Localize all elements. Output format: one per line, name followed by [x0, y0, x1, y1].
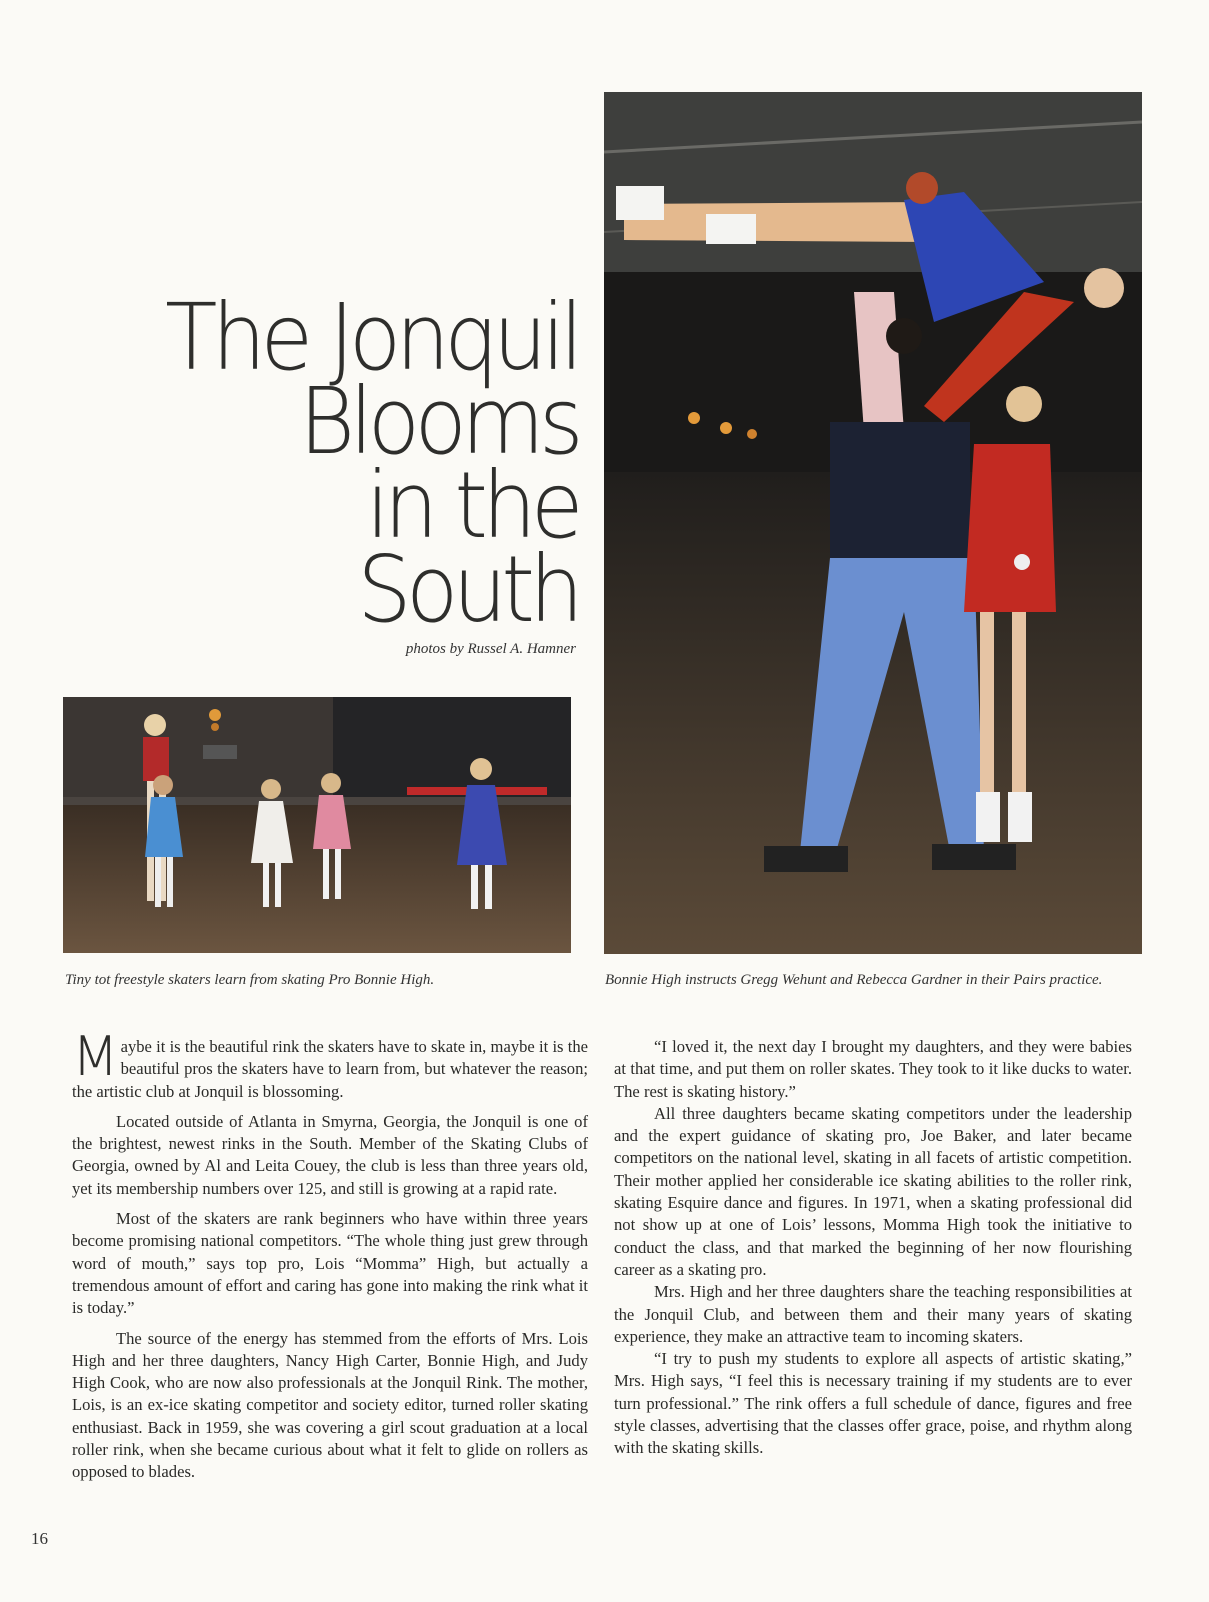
caption-tiny-tot-skaters: Tiny tot freestyle skaters learn from skating Pro Bonnie High.	[65, 972, 435, 988]
article-paragraph: “I loved it, the next day I brought my daughters, and they were babies at that time, and put them on roller skates. They took to it like ducks to water. The rest is skating history.”	[614, 1037, 1132, 1101]
paragraph-text: aybe it is the beautiful rink the skaters have to skate in, maybe it is the beautiful pros the skaters have to learn from, but whatever the reason; the artistic club at Jonquil is blossoming.	[72, 1037, 588, 1101]
article-column-left	[72, 1025, 588, 1492]
page-number: 16	[31, 1529, 48, 1548]
photo-pairs-practice	[604, 92, 1142, 954]
article-title	[96, 284, 579, 643]
article-paragraph	[72, 1025, 588, 1103]
drop-cap: M	[72, 1025, 119, 1088]
article-column-right	[614, 1036, 1132, 1460]
article-paragraph: All three daughters became skating competitors under the leadership and the expert guidance of skating pro, Joe Baker, and later became competitors on the national level, skating in all facets of artistic competition. Their mother applied her considerable ice skating abilities to the roller rink, skating Esquire dance and figures. In 1971, when a skating professional did not show up at one of Lois’ lessons, Momma High took the initiative to conduct the class, and that marked the beginning of her now flourishing career as a skating pro.	[614, 1103, 1132, 1279]
title-line: in the	[365, 452, 578, 559]
photo-tiny-tot-skaters	[63, 697, 571, 953]
article-paragraph: Located outside of Atlanta in Smyrna, Georgia, the Jonquil is one of the brightest, newest rinks in the South. Member of the Skating Clubs of Georgia, owned by Al and Leita Couey, the club is less than three years old, yet its membership numbers over 125, and still is growing at a rapid rate.	[72, 1111, 588, 1198]
title-line: The Jonquil	[165, 284, 579, 391]
caption-pairs-practice: Bonnie High instructs Gregg Wehunt and Rebecca Gardner in their Pairs practice.	[605, 972, 1103, 988]
title-line: Blooms	[299, 368, 578, 475]
photo-credit: photos by Russel A. Hamner	[405, 641, 576, 657]
article-paragraph: Mrs. High and her three daughters share the teaching responsibilities at the Jonquil Club, and between them and their many years of skating experience, they make an attractive team to incoming skaters.	[614, 1282, 1132, 1346]
article-paragraph: The source of the energy has stemmed from the efforts of Mrs. Lois High and her three daughters, Nancy High Carter, Bonnie High, and Judy High Cook, who are now also professionals at the Jonquil Rink. The mother, Lois, is an ex-ice skating competitor and society editor, turned roller skating enthusiast. Back in 1959, she was covering a girl scout graduation at a local roller rink, when she became curious about what it felt to glide on rollers as opposed to blades.	[72, 1328, 588, 1482]
title-line: South	[357, 536, 578, 643]
article-paragraph: Most of the skaters are rank beginners who have within three years become promising national competitors. “The whole thing just grew through word of mouth,” says top pro, Lois “Momma” High, but actually a tremendous amount of effort and caring has gone into making the rink what it is today.”	[72, 1209, 588, 1318]
article-paragraph: “I try to push my students to explore all aspects of artistic skating,” Mrs. High says, “I feel this is necessary training if my students are to ever turn professional.” The rink offers a full schedule of dance, figures and free style classes, advertising that the classes offer grace, poise, and rhythm along with the skating skills.	[614, 1349, 1132, 1458]
